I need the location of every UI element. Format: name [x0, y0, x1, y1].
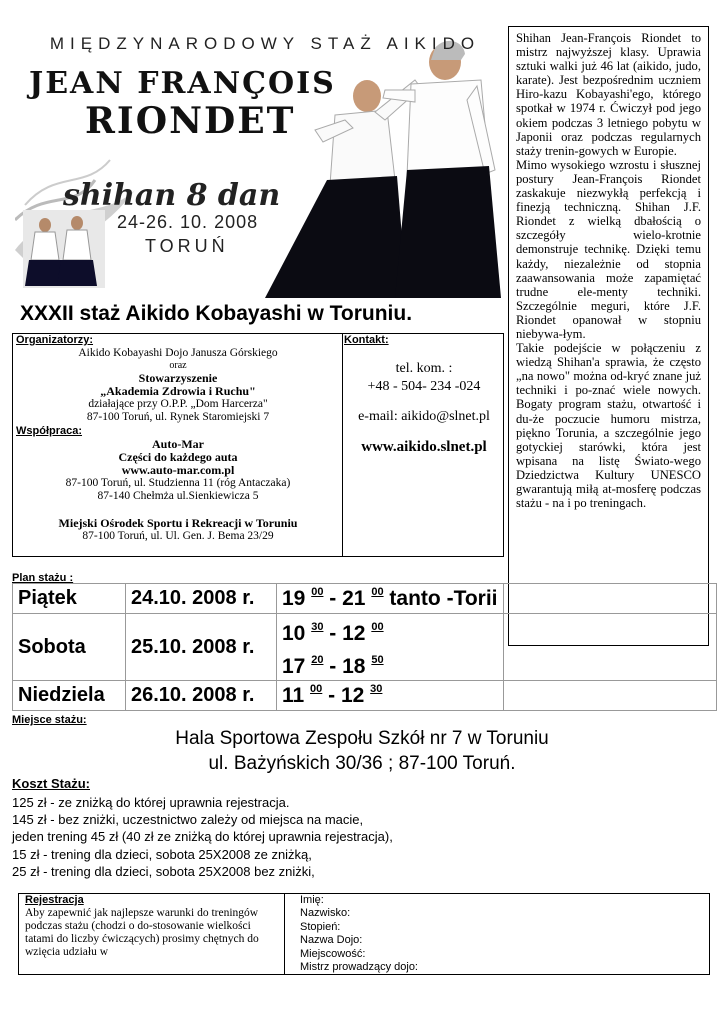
registration-text: Aby zapewnić jak najlepsze warunki do treningów podczas stażu (chodzi o do-stosowanie wielkości tatami do liczby ćwiczących) prosimy chętnych do wzięcia udziału w — [25, 907, 259, 958]
banner-name-last: RIONDET — [85, 100, 296, 142]
registration-box — [18, 893, 710, 975]
field-dojo-master[interactable]: Mistrz prowadzący dojo: — [300, 961, 418, 974]
cost-label: Koszt Stażu: — [12, 776, 90, 791]
organizer-line: działające przy O.P.P. „Dom Harcerza" — [88, 398, 268, 411]
schedule-row — [13, 584, 717, 614]
banner-city: TORUŃ — [145, 236, 229, 256]
box-divider — [342, 334, 343, 556]
cost-line: 145 zł - bez zniżki, uczestnictwo zależy od miejsca na macie, — [12, 812, 364, 828]
time-minute: 00 — [311, 586, 324, 598]
organizer-line: Stowarzyszenie — [138, 370, 218, 385]
schedule-time: 19 $^{00}$ - 21 $^{00}$ tanto -Torii — [277, 584, 504, 614]
time-hour: 18 — [342, 655, 366, 678]
cooperation-label: Współpraca: — [16, 424, 83, 437]
time-hour: 17 — [282, 655, 306, 678]
event-banner — [15, 20, 505, 298]
time-minute: 30 — [311, 621, 324, 633]
field-first-name[interactable]: Imię: — [300, 894, 324, 906]
bio-paragraph: Shihan Jean-François Riondet to mistrz najwyższej klasy. Uprawia sztuki walki już 46 lat (aikido, judo, karate). Jest bezpośrednim uczniem Hiro-kazu Kobayashi'ego, którego spotkał w 1974 r. Ćwiczył pod jego okiem podczas 3 letniego pobytu w Japonii oraz podczas regularnych staży trenin-gowych w Europie. — [516, 31, 701, 158]
schedule-empty-cell — [503, 614, 716, 681]
organizer-line: 87-100 Toruń, ul. Rynek Staromiejski 7 — [86, 411, 270, 424]
time-minute: 20 — [311, 654, 324, 666]
website-link[interactable]: www.aikido.slnet.pl — [361, 439, 487, 455]
schedule-day: Sobota — [13, 614, 126, 681]
organizer-line: „Akademia Zdrowia i Ruchu" — [100, 383, 256, 398]
place-address: ul. Bażyńskich 30/36 ; 87-100 Toruń. — [208, 753, 516, 774]
contact-label: Kontakt: — [344, 334, 389, 346]
registration-label: Rejestracja — [25, 894, 84, 906]
organizers-label: Organizatorzy: — [16, 334, 94, 346]
organizers-box — [12, 333, 504, 557]
field-dojo-name[interactable]: Nazwa Dojo: — [300, 934, 363, 947]
plan-label: Plan stażu : — [12, 572, 74, 584]
phone-label: tel. kom. : — [395, 361, 453, 376]
field-rank[interactable]: Stopień: — [300, 920, 341, 933]
schedule-time: 11 $^{00}$ - 12 $^{30}$ — [277, 681, 504, 711]
time-minute: 00 — [371, 586, 384, 598]
time-hour: 12 — [340, 684, 365, 707]
schedule-empty-cell — [503, 584, 716, 614]
page-title: XXXII staż Aikido Kobayashi w Toruniu. — [20, 302, 413, 325]
organizers-section — [16, 334, 340, 543]
bio-column — [508, 26, 709, 646]
bio-paragraph: Mimo wysokiego wzrostu i słusznej postury Jean-François Riondet zaskakuje niezwykłą perfekcją i finezją techniczną. Shihan J.F. Riondet z wielką dbałością o szczegóły wielo-krotnie demonstruje technikę. Dzięki temu każdy, niezależnie od stopnia zaawansowania może zapamiętać trudne ele-menty techniki. Szczególnie meguri, które J.F. Riondet opanował w stopniu niebywa-łym. — [516, 157, 701, 341]
place-venue: Hala Sportowa Zespołu Szkół nr 7 w Toruniu — [175, 728, 549, 749]
registration-info — [25, 894, 277, 974]
banner-name-first: JEAN FRANÇOIS — [29, 66, 336, 101]
organizer-line: Aikido Kobayashi Dojo Janusza Górskiego — [78, 347, 278, 359]
cooperation-line: Miejski Ośrodek Sportu i Rekreacji w Toruniu — [58, 515, 298, 530]
time-hour: 21 — [342, 587, 366, 610]
cooperation-line: Auto-Mar — [152, 436, 204, 451]
cooperation-line: 87-140 Chełmża ul.Sienkiewicza 5 — [97, 490, 259, 503]
bio-paragraph: Takie podejście w połączeniu z wiedzą Shihan'a sprawia, że często „na nowo" można od-kryć znane już techniki i po-znać wiele nowych. Bogaty program stażu, otwartość i du-że poczucie humoru mistrza, piękno Torunia, a szczególnie jego gotyckiej starówki, która jest wpisana na listę Świato-wego Dziedzictwa Kultury UNESCO gwarantują miłą at-mosferę podczas stażu - na i po treningach. — [516, 341, 701, 511]
time-minute: 00 — [310, 683, 323, 695]
organizer-line: oraz — [169, 360, 187, 372]
schedule-day: Piątek — [13, 584, 126, 614]
cooperation-line: 87-100 Toruń, ul. Ul. Gen. J. Bema 23/29 — [82, 529, 274, 542]
time-hour: 10 — [282, 622, 306, 645]
banner-artwork — [15, 20, 505, 298]
schedule-time: 10 $^{30}$ - 12 $^{00}$ 17 $^{20}$ - 18 $^{50}$ — [277, 614, 504, 681]
schedule-date: 26.10. 2008 r. — [126, 681, 277, 711]
time-hour: 12 — [342, 622, 366, 645]
field-last-name[interactable]: Nazwisko: — [300, 907, 351, 920]
schedule-row — [13, 614, 717, 681]
cost-line: 25 zł - trening dla dzieci, sobota 25X2008 bez zniżki, — [12, 863, 315, 879]
registration-form — [300, 894, 418, 974]
cost-line: jeden trening 45 zł (40 zł ze zniżką do której uprawnia rejestracja), — [12, 829, 393, 845]
banner-dates: 24-26. 10. 2008 — [117, 212, 259, 232]
cooperation-link[interactable]: www.auto-mar.com.pl — [121, 462, 235, 477]
time-hour: 19 — [282, 587, 306, 610]
time-minute: 30 — [370, 683, 383, 695]
banner-headline: MIĘDZYNARODOWY STAŻ AIKIDO — [49, 34, 481, 53]
cost-line: 125 zł - ze zniżką do której uprawnia rejestracja. — [12, 795, 290, 810]
time-hour: 11 — [282, 684, 305, 707]
schedule-date: 24.10. 2008 r. — [126, 584, 277, 614]
cost-line: 15 zł - trening dla dzieci, sobota 25X2008 ze zniżką, — [12, 846, 312, 862]
schedule-row — [13, 681, 717, 711]
schedule-table — [12, 583, 717, 711]
phone-number[interactable]: +48 - 504- 234 -024 — [367, 379, 481, 394]
banner-rank: shihan 8 dan — [63, 178, 281, 213]
cooperation-line: Części do każdego auta — [118, 449, 238, 464]
small-photo-practitioners — [23, 210, 105, 288]
email-link[interactable]: e-mail: aikido@slnet.pl — [358, 409, 490, 424]
cost-list — [12, 794, 393, 880]
place-label: Miejsce stażu: — [12, 714, 87, 726]
field-city[interactable]: Miejscowość: — [300, 947, 366, 960]
schedule-day: Niedziela — [13, 681, 126, 711]
time-note: tanto -Torii — [389, 587, 498, 610]
time-minute: 00 — [371, 621, 384, 633]
cooperation-spacer — [16, 504, 340, 517]
cooperation-line: 87-100 Toruń, ul. Studzienna 11 (róg Antaczaka) — [65, 477, 291, 490]
contact-section — [344, 334, 504, 456]
box-divider — [284, 894, 285, 974]
time-minute: 50 — [371, 654, 384, 666]
schedule-date: 25.10. 2008 r. — [126, 614, 277, 681]
schedule-empty-cell — [503, 681, 716, 711]
